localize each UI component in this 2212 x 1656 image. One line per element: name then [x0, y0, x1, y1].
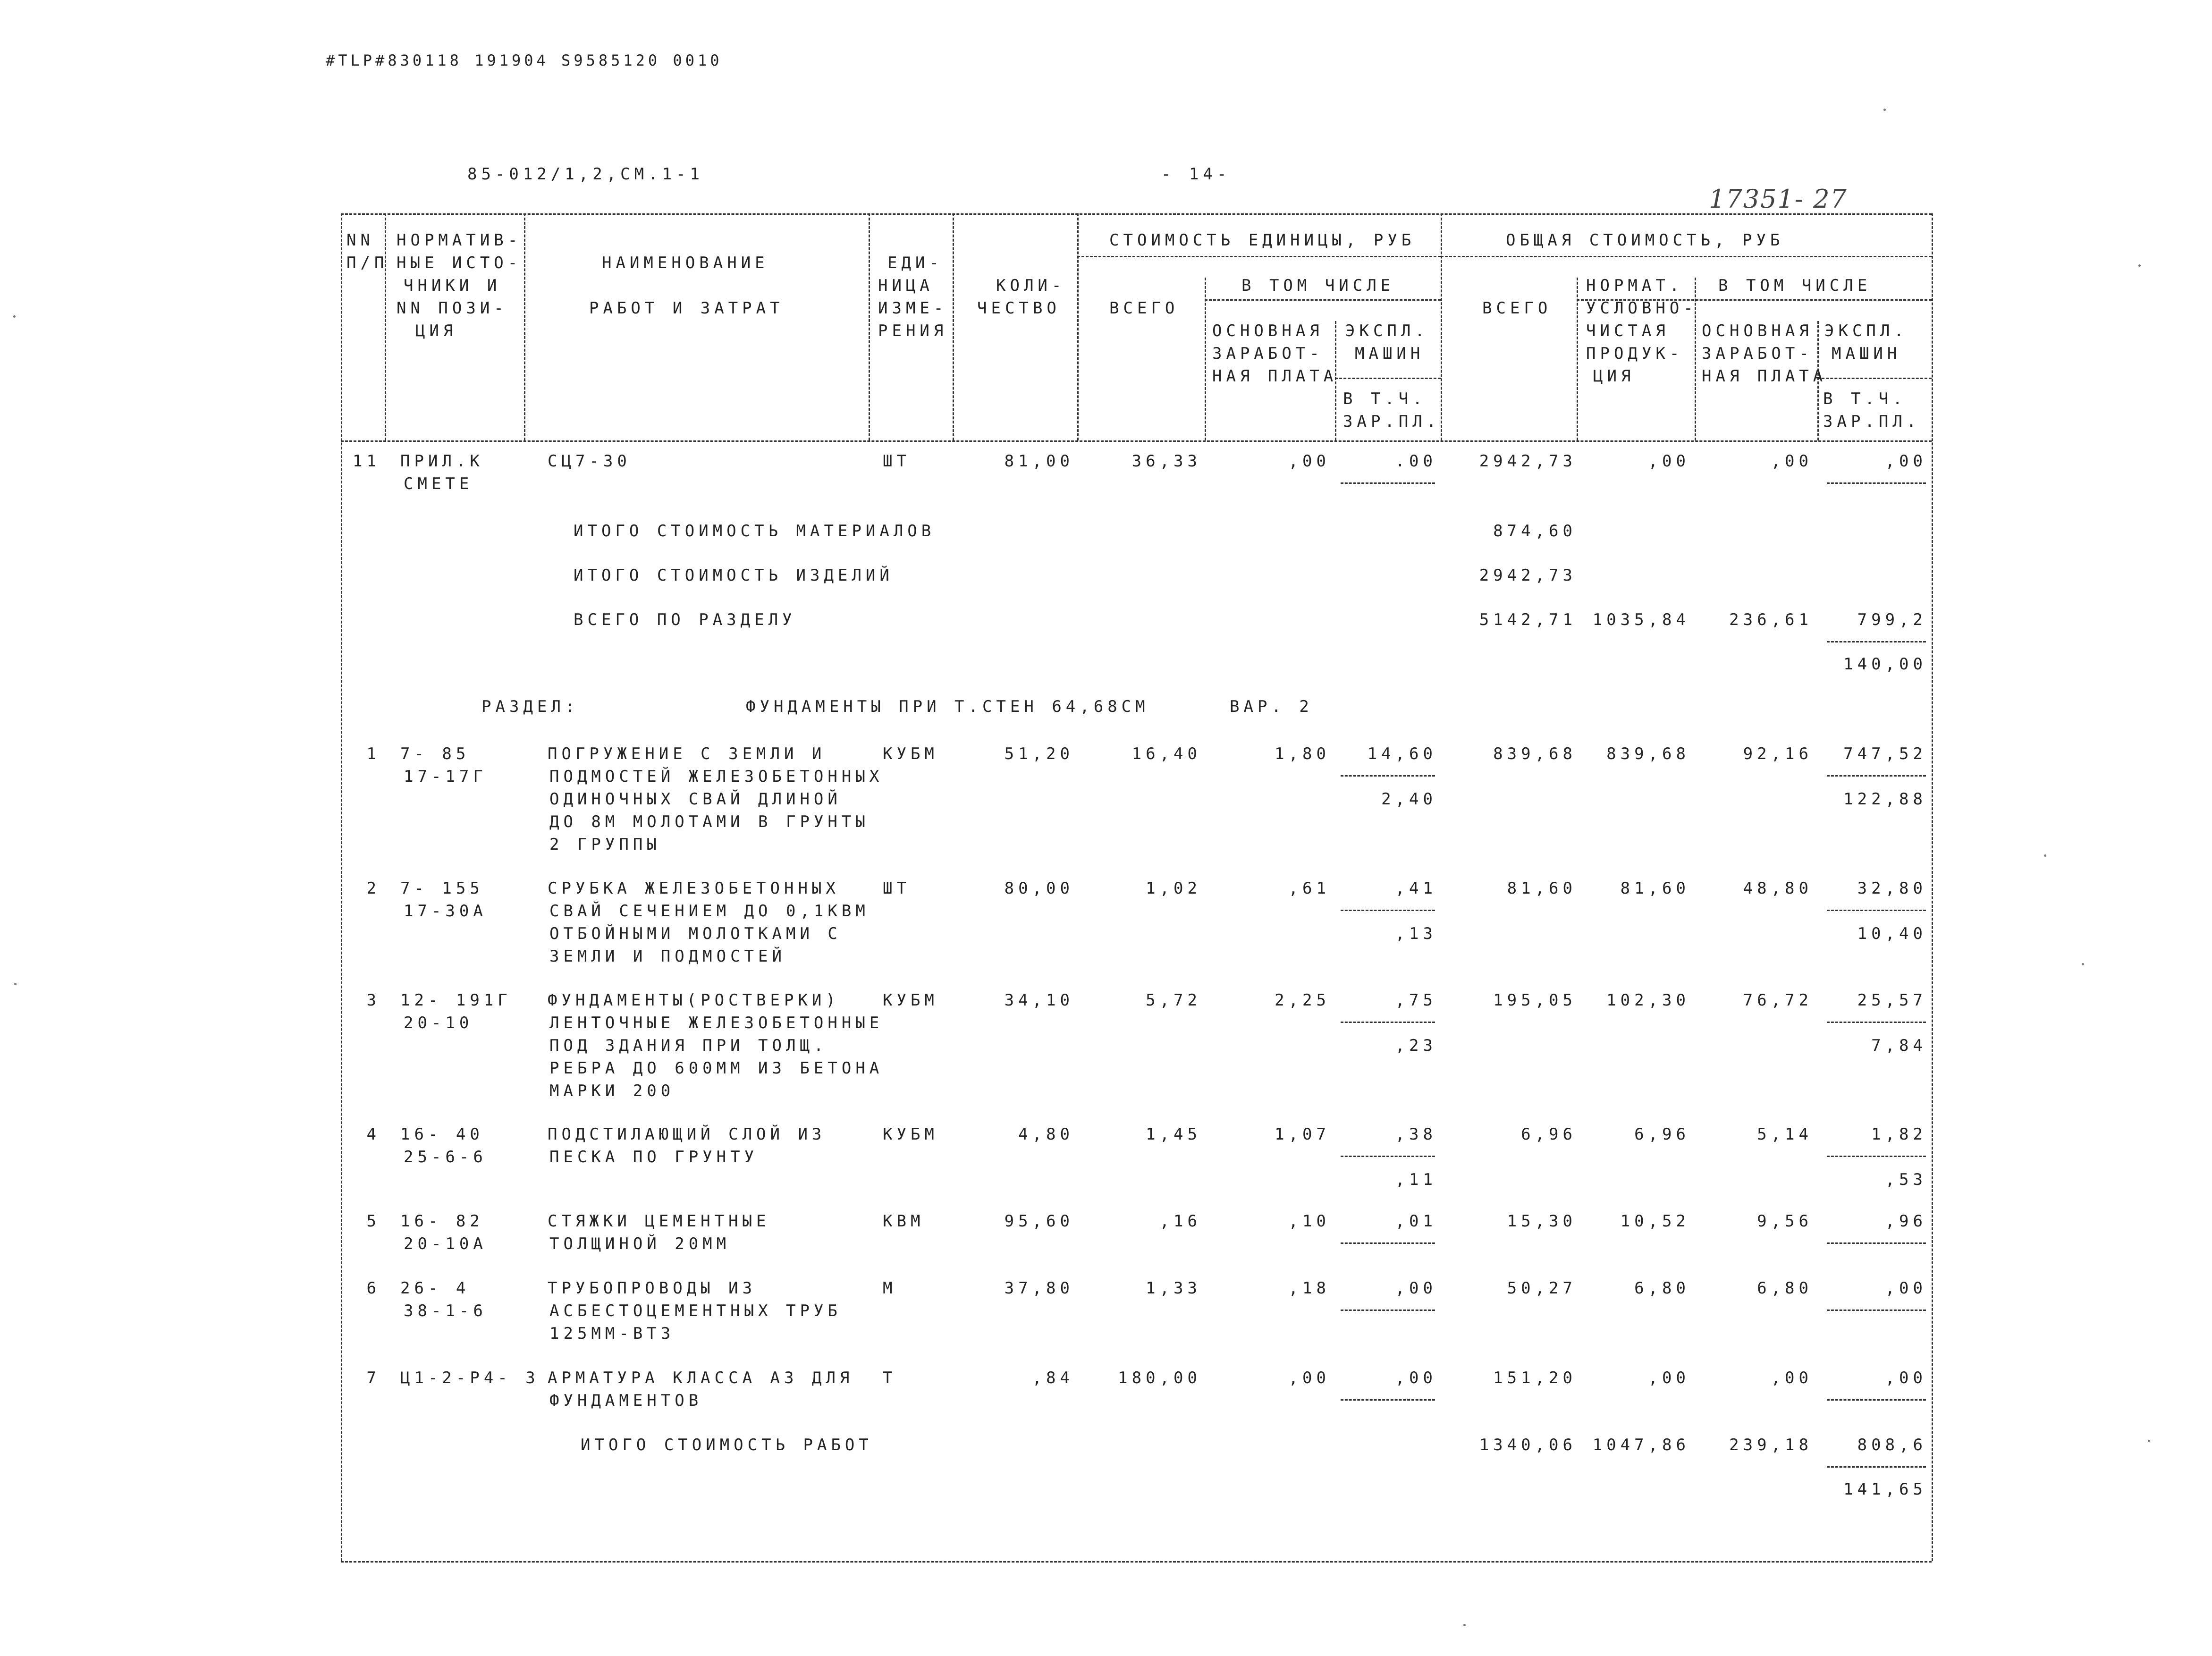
row-total-norm: ,00 [1648, 452, 1690, 471]
row-total: 195,05 [1493, 991, 1577, 1010]
header-unit-total: ВСЕГО [1109, 299, 1179, 318]
row-total-norm: 102,30 [1606, 991, 1690, 1010]
summary-total: 874,60 [1493, 522, 1577, 541]
row-code: ПРИЛ.К [400, 452, 484, 471]
underline [1341, 1156, 1435, 1157]
header-bottom-border [341, 440, 1932, 442]
summary-total: 1340,06 [1479, 1436, 1577, 1454]
row-total: 839,68 [1493, 744, 1577, 763]
row-total-norm: 6,80 [1634, 1279, 1690, 1298]
row-name: ПОГРУЖЕНИЕ С ЗЕМЛИ И [548, 744, 826, 763]
header-unit-v-tom: В ТОМ ЧИСЛЕ [1241, 276, 1395, 295]
row-name: СВАЙ СЕЧЕНИЕМ ДО 0,1КВМ [549, 902, 870, 921]
underline [1827, 1310, 1926, 1311]
row-total-norm: ,00 [1648, 1369, 1690, 1387]
row-unit: КУБМ [883, 1125, 938, 1144]
row-unit-eks-zp: ,23 [1395, 1036, 1437, 1055]
underline [1341, 482, 1435, 484]
row-code: 7- 85 [400, 744, 470, 763]
row-unit-total: 1,45 [1146, 1125, 1201, 1144]
summary-eks-zp: 141,65 [1843, 1480, 1927, 1499]
summary-eks: 808,6 [1857, 1436, 1927, 1454]
row-name: АРМАТУРА КЛАССА А3 ДЛЯ [548, 1369, 854, 1387]
row-name: ФУНДАМЕНТЫ(РОСТВЕРКИ) [548, 991, 840, 1010]
table-right-border [1932, 213, 1933, 1561]
row-unit: КУБМ [883, 744, 938, 763]
header-nn: NN [346, 231, 374, 250]
header-norm: ЦИЯ [415, 321, 457, 340]
row-name: ДО 8М МОЛОТАМИ В ГРУНТЫ [549, 812, 870, 831]
row-total: 2942,73 [1479, 452, 1577, 471]
header-total-eks-zp: ЗАР.ПЛ. [1823, 412, 1921, 431]
row-name: ТОЛЩИНОЙ 20ММ [549, 1234, 731, 1253]
scan-speck [1463, 1624, 1466, 1626]
scan-speck [2044, 854, 2046, 857]
header-total-cost: ОБЩАЯ СТОИМОСТЬ, РУБ [1506, 231, 1784, 250]
underline [1827, 1156, 1926, 1157]
underline [1827, 1242, 1926, 1244]
row-name: ПОДСТИЛАЮЩИЙ СЛОЙ ИЗ [548, 1125, 826, 1144]
row-total-norm: 839,68 [1606, 744, 1690, 763]
row-number: 4 [366, 1125, 380, 1144]
row-name: СТЯЖКИ ЦЕМЕНТНЫЕ [548, 1212, 770, 1231]
row-unit-eks: ,38 [1395, 1125, 1437, 1144]
row-unit-total: 5,72 [1146, 991, 1201, 1010]
table-top-border [341, 213, 1932, 215]
row-number: 11 [353, 452, 380, 471]
row-name: ПОДМОСТЕЙ ЖЕЛЕЗОБЕТОННЫХ [549, 767, 884, 786]
header-total-osn: ЗАРАБОТ- [1702, 344, 1813, 363]
summary-total: 5142,71 [1479, 610, 1577, 629]
row-qty: 51,20 [1004, 744, 1074, 763]
row-unit-eks: ,41 [1395, 879, 1437, 898]
header-unit-eks: МАШИН [1355, 344, 1425, 363]
row-code: Ц1-2-Р4- 3 [400, 1369, 540, 1387]
row-code: 26- 4 [400, 1279, 470, 1298]
header-qty: ЧЕСТВО [977, 299, 1061, 318]
row-unit-total: 1,33 [1146, 1279, 1201, 1298]
summary-norm: 1047,86 [1592, 1436, 1690, 1454]
row-code: 25-6-6 [404, 1148, 487, 1166]
row-unit-osn: 2,25 [1275, 991, 1330, 1010]
header-divider [1205, 278, 1206, 440]
summary-eks: 799,2 [1857, 610, 1927, 629]
header-unit: НИЦА [878, 276, 934, 295]
row-total-eks: 747,52 [1843, 744, 1927, 763]
header-unit: ИЗМЕ- [878, 299, 948, 318]
row-unit: КВМ [883, 1212, 925, 1231]
header-unit-cost: СТОИМОСТЬ ЕДИНИЦЫ, РУБ [1109, 231, 1416, 250]
row-total-eks-zp: 7,84 [1871, 1036, 1927, 1055]
header-qty: КОЛИ- [996, 276, 1066, 295]
row-unit-osn: ,10 [1288, 1212, 1330, 1231]
row-unit: ШТ [883, 879, 911, 898]
header-divider [1077, 213, 1079, 440]
row-qty: 95,60 [1004, 1212, 1074, 1231]
underline [1341, 775, 1435, 777]
summary-osn: 236,61 [1729, 610, 1813, 629]
summary-label: ИТОГО СТОИМОСТЬ РАБОТ [581, 1436, 873, 1454]
row-unit-osn: ,00 [1288, 1369, 1330, 1387]
row-unit-eks: ,75 [1395, 991, 1437, 1010]
header-nn: П/П [346, 253, 388, 272]
row-total-eks: 1,82 [1871, 1125, 1927, 1144]
row-unit: Т [883, 1369, 897, 1387]
table-bottom-border [341, 1561, 1932, 1563]
row-unit-total: ,16 [1159, 1212, 1201, 1231]
table-left-border [341, 213, 342, 1561]
header-divider [1441, 213, 1442, 440]
header-total-eks-zp: В Т.Ч. [1823, 389, 1907, 408]
underline [1341, 910, 1435, 911]
header-name: НАИМЕНОВАНИЕ [602, 253, 769, 272]
header-total-v-tom: В ТОМ ЧИСЛЕ [1718, 276, 1872, 295]
header-total-norm: НОРМАТ. [1586, 276, 1684, 295]
summary-total: 2942,73 [1479, 566, 1577, 585]
header-unit: ЕДИ- [887, 253, 943, 272]
row-qty: 34,10 [1004, 991, 1074, 1010]
row-unit-osn: ,00 [1288, 452, 1330, 471]
row-number: 2 [366, 879, 380, 898]
header-norm: НОРМАТИВ- [397, 231, 522, 250]
row-code: 17-30А [404, 902, 487, 921]
row-unit-osn: ,18 [1288, 1279, 1330, 1298]
summary-osn: 239,18 [1729, 1436, 1813, 1454]
row-total-norm: 81,60 [1620, 879, 1690, 898]
header-divider [385, 213, 386, 440]
header-name: РАБОТ И ЗАТРАТ [589, 299, 784, 318]
row-unit-total: 1,02 [1146, 879, 1201, 898]
row-code: СМЕТЕ [404, 474, 473, 493]
header-divider [524, 213, 525, 440]
row-total-osn: 92,16 [1743, 744, 1813, 763]
row-name: ФУНДАМЕНТОВ [549, 1391, 703, 1410]
row-unit-total: 16,40 [1131, 744, 1201, 763]
row-name: 125ММ-ВТ3 [549, 1324, 675, 1343]
header-divider [869, 213, 870, 440]
row-unit-total: 36,33 [1131, 452, 1201, 471]
row-total-eks: ,96 [1885, 1212, 1927, 1231]
header-norm: ЧНИКИ И [404, 276, 501, 295]
row-unit-eks-zp: ,13 [1395, 924, 1437, 943]
row-unit-eks: ,00 [1395, 1279, 1437, 1298]
row-total-eks: ,00 [1885, 1369, 1927, 1387]
header-norm: НЫЕ ИСТО- [397, 253, 522, 272]
row-unit-osn: 1,80 [1275, 744, 1330, 763]
row-name: ПОД ЗДАНИЯ ПРИ ТОЛЩ. [549, 1036, 828, 1055]
row-unit-osn: ,61 [1288, 879, 1330, 898]
header-subline [1077, 256, 1441, 257]
summary-label: ИТОГО СТОИМОСТЬ МАТЕРИАЛОВ [574, 522, 936, 541]
underline [1827, 910, 1926, 911]
header-total-norm: ЧИСТАЯ [1586, 321, 1670, 340]
row-qty: 80,00 [1004, 879, 1074, 898]
row-unit-osn: 1,07 [1275, 1125, 1330, 1144]
row-unit-eks: ,00 [1395, 1369, 1437, 1387]
row-total: 6,96 [1521, 1125, 1577, 1144]
row-total-eks-zp: 10,40 [1857, 924, 1927, 943]
row-total: 15,30 [1507, 1212, 1577, 1231]
row-name: СЦ7-30 [548, 452, 631, 471]
header-total-eks: МАШИН [1832, 344, 1901, 363]
header-subline [1335, 378, 1441, 379]
row-total-eks: ,00 [1885, 452, 1927, 471]
row-name: СРУБКА ЖЕЛЕЗОБЕТОННЫХ [548, 879, 840, 898]
underline [1827, 775, 1926, 777]
header-unit-osn: НАЯ ПЛАТА [1212, 367, 1338, 386]
header-unit-eks: ЭКСПЛ. [1345, 321, 1429, 340]
row-code: 38-1-6 [404, 1301, 487, 1320]
underline [1827, 641, 1926, 642]
scan-speck [13, 315, 16, 318]
row-total: 81,60 [1507, 879, 1577, 898]
row-total-eks-zp: ,53 [1885, 1170, 1927, 1189]
row-total-osn: 76,72 [1743, 991, 1813, 1010]
section-label: РАЗДЕЛ: [481, 697, 579, 716]
scan-speck [1883, 109, 1886, 111]
header-total-norm: ЦИЯ [1593, 367, 1635, 386]
row-name: МАРКИ 200 [549, 1081, 675, 1100]
header-divider [1577, 278, 1578, 440]
row-unit-eks: ,01 [1395, 1212, 1437, 1231]
row-total-osn: 9,56 [1757, 1212, 1813, 1231]
row-total-norm: 10,52 [1620, 1212, 1690, 1231]
row-name: ОДИНОЧНЫХ СВАЙ ДЛИНОЙ [549, 790, 842, 809]
underline [1341, 1399, 1435, 1401]
row-name: 2 ГРУППЫ [549, 835, 661, 854]
row-unit-eks-zp: 2,40 [1381, 790, 1437, 809]
scan-speck [2138, 264, 2141, 267]
row-total-eks: 25,57 [1857, 991, 1927, 1010]
row-code: 17-17Г [404, 767, 487, 786]
scan-speck [2148, 1440, 2150, 1442]
row-unit-eks-zp: ,11 [1395, 1170, 1437, 1189]
row-number: 3 [366, 991, 380, 1010]
header-unit-eks-zp: В Т.Ч. [1343, 389, 1427, 408]
row-number: 1 [366, 744, 380, 763]
row-number: 7 [366, 1369, 380, 1387]
underline [1827, 1399, 1926, 1401]
header-total-osn: ОСНОВНАЯ [1702, 321, 1813, 340]
row-code: 20-10 [404, 1014, 473, 1032]
row-unit: ШТ [883, 452, 911, 471]
underline [1827, 482, 1926, 484]
row-unit: КУБМ [883, 991, 938, 1010]
row-name: ТРУБОПРОВОДЫ ИЗ [548, 1279, 757, 1298]
row-total-eks: 32,80 [1857, 879, 1927, 898]
underline [1341, 1310, 1435, 1311]
row-qty: ,84 [1032, 1369, 1074, 1387]
scan-speck [2082, 963, 2084, 965]
header-total-osn: НАЯ ПЛАТА [1702, 367, 1827, 386]
row-name: ПЕСКА ПО ГРУНТУ [549, 1148, 759, 1166]
section-title: ФУНДАМЕНТЫ ПРИ Т.СТЕН 64,68СМ [746, 697, 1149, 716]
row-total-osn: ,00 [1771, 452, 1813, 471]
header-subline [1205, 299, 1441, 301]
row-number: 6 [366, 1279, 380, 1298]
row-unit-eks: 14,60 [1367, 744, 1437, 763]
section-variant: ВАР. 2 [1230, 697, 1313, 716]
row-total-osn: 48,80 [1743, 879, 1813, 898]
summary-label: ИТОГО СТОИМОСТЬ ИЗДЕЛИЙ [574, 566, 894, 585]
underline [1341, 1022, 1435, 1023]
row-code: 20-10А [404, 1234, 487, 1253]
row-total-osn: 5,14 [1757, 1125, 1813, 1144]
row-total-osn: 6,80 [1757, 1279, 1813, 1298]
page-number: - 14- [1161, 165, 1231, 184]
underline [1341, 1242, 1435, 1244]
summary-label: ВСЕГО ПО РАЗДЕЛУ [574, 610, 796, 629]
row-unit-eks: .00 [1395, 452, 1437, 471]
header-unit-osn: ЗАРАБОТ- [1212, 344, 1324, 363]
header-norm: NN ПОЗИ- [397, 299, 508, 318]
summary-norm: 1035,84 [1592, 610, 1690, 629]
header-subline [1817, 378, 1932, 379]
header-total-eks: ЭКСПЛ. [1824, 321, 1908, 340]
handwritten-number: 17351- 27 [1709, 184, 1848, 214]
row-qty: 37,80 [1004, 1279, 1074, 1298]
row-code: 12- 191Г [400, 991, 512, 1010]
summary-eks-zp: 140,00 [1843, 655, 1927, 674]
underline [1827, 1466, 1926, 1468]
row-code: 16- 40 [400, 1125, 484, 1144]
row-total-norm: 6,96 [1634, 1125, 1690, 1144]
header-unit-eks-zp: ЗАР.ПЛ. [1343, 412, 1441, 431]
row-unit-total: 180,00 [1118, 1369, 1201, 1387]
row-total: 50,27 [1507, 1279, 1577, 1298]
row-qty: 4,80 [1018, 1125, 1074, 1144]
row-total: 151,20 [1493, 1369, 1577, 1387]
row-unit: М [883, 1279, 897, 1298]
scan-speck [14, 983, 17, 985]
document-reference: 85-012/1,2,СМ.1-1 [467, 165, 704, 184]
header-subline [1441, 256, 1932, 257]
row-code: 16- 82 [400, 1212, 484, 1231]
row-name: ЛЕНТОЧНЫЕ ЖЕЛЕЗОБЕТОННЫЕ [549, 1014, 884, 1032]
row-name: ОТБОЙНЫМИ МОЛОТКАМИ С [549, 924, 842, 943]
header-total-norm: ПРОДУК- [1586, 344, 1684, 363]
row-total-osn: ,00 [1771, 1369, 1813, 1387]
header-total-total: ВСЕГО [1482, 299, 1552, 318]
row-number: 5 [366, 1212, 380, 1231]
row-name: РЕБРА ДО 600ММ ИЗ БЕТОНА [549, 1059, 884, 1078]
row-total-eks-zp: 122,88 [1843, 790, 1927, 809]
header-unit-osn: ОСНОВНАЯ [1212, 321, 1324, 340]
row-name: АСБЕСТОЦЕМЕНТНЫХ ТРУБ [549, 1301, 842, 1320]
header-total-norm: УСЛОВНО- [1586, 299, 1697, 318]
row-name: ЗЕМЛИ И ПОДМОСТЕЙ [549, 947, 786, 966]
header-unit: РЕНИЯ [878, 321, 948, 340]
row-code: 7- 155 [400, 879, 484, 898]
header-divider [953, 213, 954, 440]
underline [1827, 1022, 1926, 1023]
document-id: #TLP#830118 191904 S9585120 0010 [326, 51, 723, 69]
row-qty: 81,00 [1004, 452, 1074, 471]
row-total-eks: ,00 [1885, 1279, 1927, 1298]
